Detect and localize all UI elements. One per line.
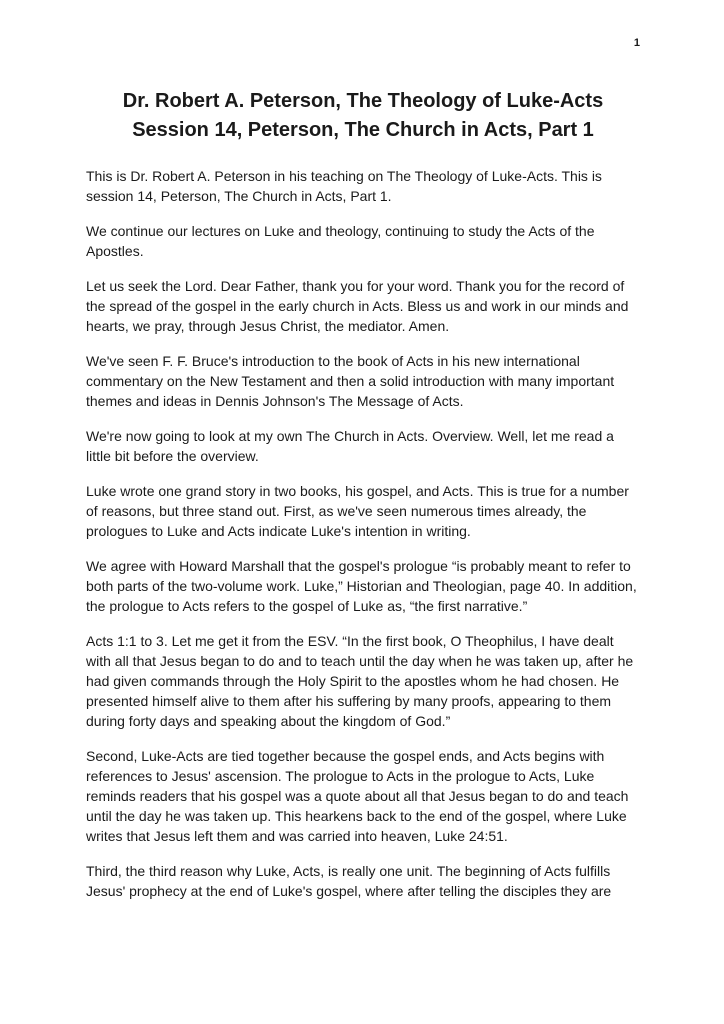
paragraph: Second, Luke-Acts are tied together because the gospel ends, and Acts begins with references to Jesus' ascension. The prologue to Acts in the prologue to Acts, Luke reminds readers that his gospel was a quote about all that Jesus began to do and teach until the day he was taken up. This hearkens back to the end of the gospel, where Luke writes that Jesus left them and was carried into heaven, Luke 24:51. bbox=[86, 748, 629, 844]
paragraph: We're now going to look at my own The Church in Acts. Overview. Well, let me read a little bit before the overview. bbox=[86, 428, 614, 464]
document-title-line-1: Dr. Robert A. Peterson, The Theology of Luke-Acts bbox=[122, 90, 604, 112]
paragraph: Let us seek the Lord. Dear Father, thank you for your word. Thank you for the record of the spread of the gospel in the early church in Acts. Bless us and work in our minds and hearts, we pray, through Jesus Christ, the mediator. Amen. bbox=[86, 278, 629, 334]
paragraph: We've seen F. F. Bruce's introduction to the book of Acts in his new international commentary on the New Testament and then a solid introduction with many important themes and ideas in Dennis Johnson's The Message of Acts. bbox=[86, 353, 615, 409]
paragraph: Luke wrote one grand story in two books, his gospel, and Acts. This is true for a number of reasons, but three stand out. First, as we've seen numerous times already, the prologues to Luke and Acts indicate Luke's intention in writing. bbox=[86, 483, 629, 539]
document-title bbox=[86, 87, 640, 145]
paragraph: We agree with Howard Marshall that the gospel's prologue “is probably meant to refer to both parts of the two-volume work. Luke,” Historian and Theologian, page 40. In addition, the prologue to Acts refers to the gospel of Luke as, “the first narrative.” bbox=[86, 558, 637, 614]
document-body bbox=[86, 166, 640, 901]
paragraph: Third, the third reason why Luke, Acts, is really one unit. The beginning of Acts fulfills Jesus' prophecy at the end of Luke's gospel, where after telling the disciples they are bbox=[86, 863, 612, 899]
paragraph: We continue our lectures on Luke and theology, continuing to study the Acts of the Apostles. bbox=[86, 223, 595, 259]
document-title-line-2: Session 14, Peterson, The Church in Acts, Part 1 bbox=[132, 119, 594, 141]
page-number: 1 bbox=[633, 37, 640, 49]
paragraph: Acts 1:1 to 3. Let me get it from the ESV. “In the first book, O Theophilus, I have dealt with all that Jesus began to do and to teach until the day when he was taken up, after he had given commands through the Holy Spirit to the apostles whom he had chosen. He presented himself alive to them after his suffering by many proofs, appearing to them during forty days and speaking about the kingdom of God.” bbox=[86, 633, 634, 729]
paragraph: This is Dr. Robert A. Peterson in his teaching on The Theology of Luke-Acts. This is session 14, Peterson, The Church in Acts, Part 1. bbox=[86, 168, 602, 204]
